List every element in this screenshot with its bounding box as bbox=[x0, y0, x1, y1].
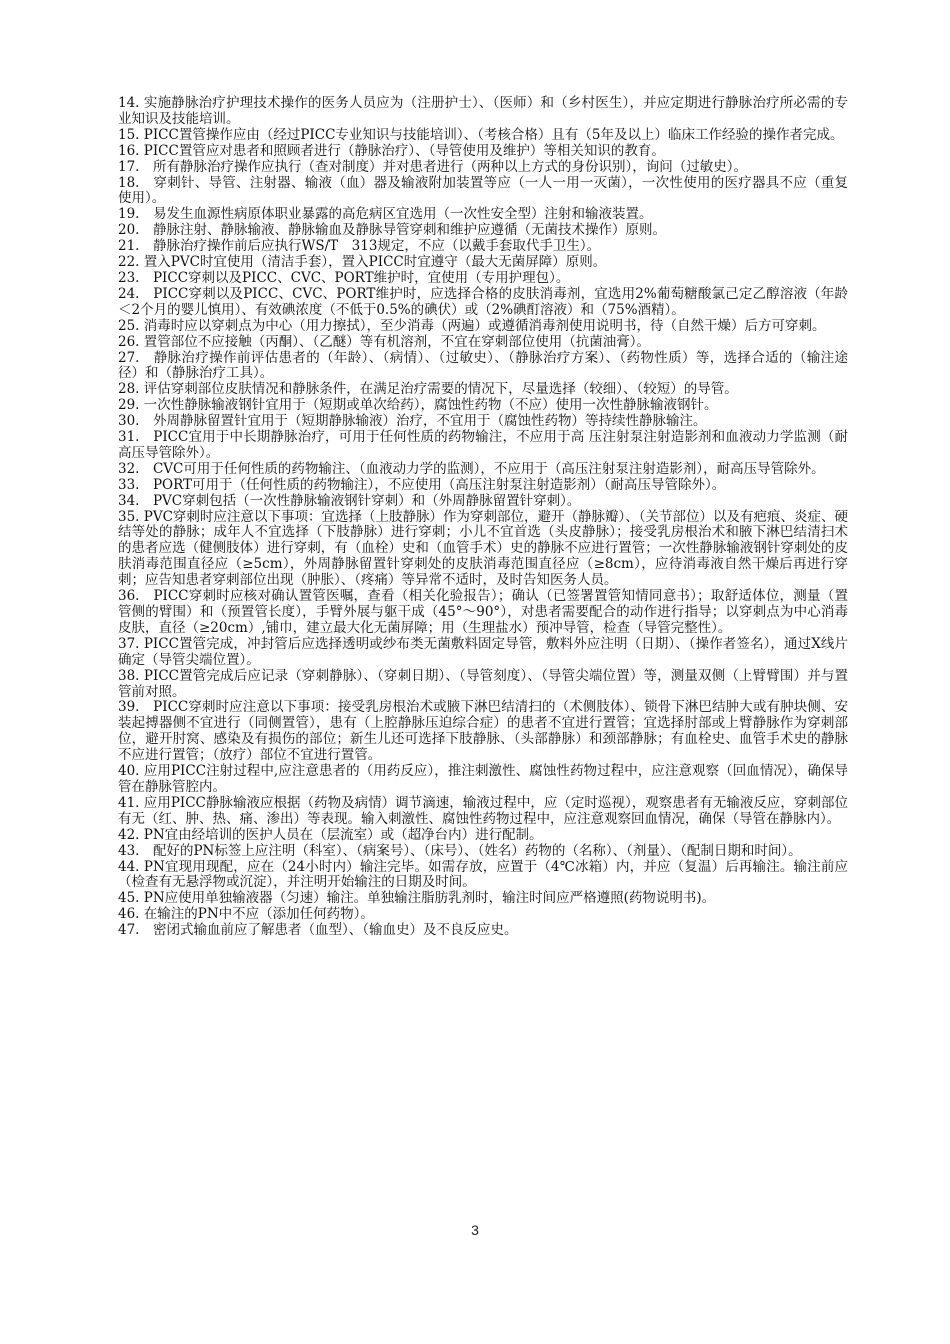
list-item: 42. PN宜由经培训的医护人员在（层流室）或（超净台内）进行配制。 bbox=[118, 826, 543, 843]
list-item: 44. PN宜现用现配，应在（24小时内）输注完毕。如需存放，应置于（4℃冰箱）内，并应（复温）后再输注。输注前应（检查有无悬浮物或沉淀），并注明开始输注的日期及时间。 bbox=[118, 858, 848, 891]
list-item: 16. PICC置管应对患者和照顾者进行（静脉治疗）、（导管使用及维护）等相关知识的教育。 bbox=[118, 142, 665, 159]
list-item: 23. PICC穿刺以及PICC、CVC、PORT维护时，宜使用（专用护理包）。 bbox=[118, 269, 570, 286]
page-number: 3 bbox=[471, 1222, 479, 1238]
list-item: 45. PN应使用单独输液器（匀速）输注。单独输注脂肪乳剂时，输注时间应严格遵照(药物说明书)。 bbox=[118, 890, 716, 907]
list-item: 32. CVC可用于任何性质的药物输注、（血液动力学的监测），不应用于（高压注射泵注射造影剂），耐高压导管除外。 bbox=[118, 460, 825, 477]
question-list bbox=[118, 96, 848, 939]
list-item: 20. 静脉注射、静脉输液、静脉输血及静脉导管穿刺和维护应遵循（无菌技术操作）原则。 bbox=[118, 222, 666, 239]
list-item: 24. PICC穿刺以及PICC、CVC、PORT维护时，应选择合格的皮肤消毒剂，宜选用2%葡萄糖酸氯己定乙醇溶液（年龄＜2个月的婴儿慎用）、有效碘浓度（不低于0.5%的碘伏）或（2%碘酊溶液）和（75%酒精）。 bbox=[118, 285, 848, 318]
list-item: 29. 一次性静脉输液钢针宜用于（短期或单次给药），腐蚀性药物（不应）使用一次性静脉输液钢针。 bbox=[118, 397, 718, 414]
list-item: 38. PICC置管完成后应记录（穿刺静脉）、（穿刺日期）、（导管刻度）、（导管尖端位置）等，测量双侧（上臂臂围）并与置管前对照。 bbox=[118, 667, 848, 700]
list-item: 31. PICC宜用于中长期静脉治疗，可用于任何性质的药物输注，不应用于高 压注射泵注射造影剂和血液动力学监测（耐高压导管除外）。 bbox=[118, 429, 848, 461]
list-item: 27. 静脉治疗操作前评估患者的（年龄）、（病情）、（过敏史）、（静脉治疗方案）、（药物性质）等，选择合适的（输注途径）和（静脉治疗工具）。 bbox=[118, 349, 848, 382]
list-item: 15. PICC置管操作应由（经过PICC专业知识与技能培训）、（考核合格）且有（5年及以上）临床工作经验的操作者完成。 bbox=[118, 126, 844, 143]
list-item: 37. PICC置管完成，冲封管后应选择透明或纱布类无菌敷料固定导管，敷料外应注明（日期）、（操作者签名），通过X线片确定（导管尖端位置）。 bbox=[118, 635, 848, 668]
list-item: 43. 配好的PN标签上应注明（科室）、（病案号）、（床号）、（姓名）药物的（名称）、（剂量）、（配制日期和时间）。 bbox=[118, 842, 802, 859]
list-item: 18. 穿刺针、导管、注射器、输液（血）器及输液附加装置等应（一人一用一灭菌），一次性使用的医疗器具不应（重复使用）。 bbox=[118, 174, 848, 207]
list-item: 26. 置管部位不应接触（丙酮）、（乙醚）等有机溶剂，不宜在穿刺部位使用（抗菌油膏）。 bbox=[118, 333, 651, 350]
list-item: 28. 评估穿刺部位皮肤情况和静脉条件，在满足治疗需要的情况下，尽量选择（较细）、（较短）的导管。 bbox=[118, 381, 738, 398]
list-item: 46. 在输注的PN中不应（添加任何药物）。 bbox=[118, 906, 374, 923]
list-item: 17. 所有静脉治疗操作应执行（查对制度）并对患者进行（两种以上方式的身份识别），询问（过敏史）。 bbox=[118, 158, 747, 175]
list-item: 39. PICC穿刺时应注意以下事项：接受乳房根治术或腋下淋巴结清扫的（术侧肢体）、锁骨下淋巴结肿大或有肿块侧、安装起搏器侧不宜进行（同侧置管），患有（上腔静脉压迫综合症）的患者不宜进行置管；宜选择肘部或上臂静脉作为穿刺部位，避开肘窝、感染及有损伤的部位；新生儿还可选择下肢静脉、（头部静脉）和颈部静脉；有血栓史、血管手术史的静脉不应进行置管；（放疗）部位不宜进行置管。 bbox=[118, 699, 848, 764]
list-item: 47. 密闭式输血前应了解患者（血型）、（输血史）及不良反应史。 bbox=[118, 922, 518, 939]
list-item: 36. PICC穿刺时应核对确认置管医嘱，查看（相关化验报告）；确认（已签署置管知情同意书）；取舒适体位，测量（置管侧的臂围）和（预置管长度），手臂外展与躯干成（45°～90°），对患者需要配合的动作进行指导；以穿刺点为中心消毒皮肤，直径（≥20cm）,铺巾，建立最大化无菌屏障；用（生理盐水）预冲导管，检查（导管完整性）。 bbox=[118, 588, 848, 636]
list-item: 30. 外周静脉留置针宜用于（短期静脉输液）治疗，不宜用于（腐蚀性药物）等持续性静脉输注。 bbox=[118, 413, 707, 430]
list-item: 22. 置入PVC时宜使用（清洁手套），置入PICC时宜遵守（最大无菌屏障）原则。 bbox=[118, 254, 607, 271]
list-item: 14. 实施静脉治疗护理技术操作的医务人员应为（注册护士）、（医师）和（乡村医生），并应定期进行静脉治疗所必需的专业知识及技能培训。 bbox=[118, 95, 848, 127]
list-item: 25. 消毒时应以穿刺点为中心（用力擦拭），至少消毒（两遍）或遵循消毒剂使用说明书，待（自然干燥）后方可穿刺。 bbox=[118, 317, 826, 334]
list-item: 40. 应用PICC注射过程中,应注意患者的（用药反应），推注刺激性、腐蚀性药物过程中，应注意观察（回血情况），确保导管在静脉管腔内。 bbox=[118, 763, 848, 795]
list-item: 33. PORT可用于（任何性质的药物输注），不应使用（高压注射泵注射造影剂）（耐高压导管除外）。 bbox=[118, 476, 726, 493]
list-item: 34. PVC穿刺包括（一次性静脉输液钢针穿刺）和（外周静脉留置针穿刺）。 bbox=[118, 492, 581, 509]
list-item: 35. PVC穿刺时应注意以下事项：宜选择（上肢静脉）作为穿刺部位，避开（静脉瓣）、（关节部位）以及有疤痕、炎症、硬结等处的静脉；成年人不宜选择（下肢静脉）进行穿刺；小儿不宜首选（头皮静脉）；接受乳房根治术和腋下淋巴结清扫术的患者应选（健侧肢体）进行穿刺，有（血栓）史和（血管手术）史的静脉不应进行置管；一次性静脉输液钢针穿刺处的皮肤消毒范围直径应（≥5cm），外周静脉留置针穿刺处的皮肤消毒范围直径应（≥8cm），应待消毒液自然干燥后再进行穿刺；应告知患者穿刺部位出现（肿胀）、（疼痛）等异常不适时，及时告知医务人员。 bbox=[118, 508, 848, 589]
list-item: 19. 易发生血源性病原体职业暴露的高危病区宜选用（一次性安全型）注射和输液装置。 bbox=[118, 206, 653, 223]
list-item: 21. 静脉治疗操作前后应执行WS/T 313规定，不应（以戴手套取代手卫生）。 bbox=[118, 238, 601, 255]
list-item: 41. 应用PICC静脉输液应根据（药物及病情）调节滴速，输液过程中，应（定时巡视），观察患者有无输液反应，穿刺部位有无（红、肿、热、痛、渗出）等表现。输入刺激性、腐蚀性药物过程中，应注意观察回血情况，确保（导管在静脉内）。 bbox=[118, 794, 848, 827]
